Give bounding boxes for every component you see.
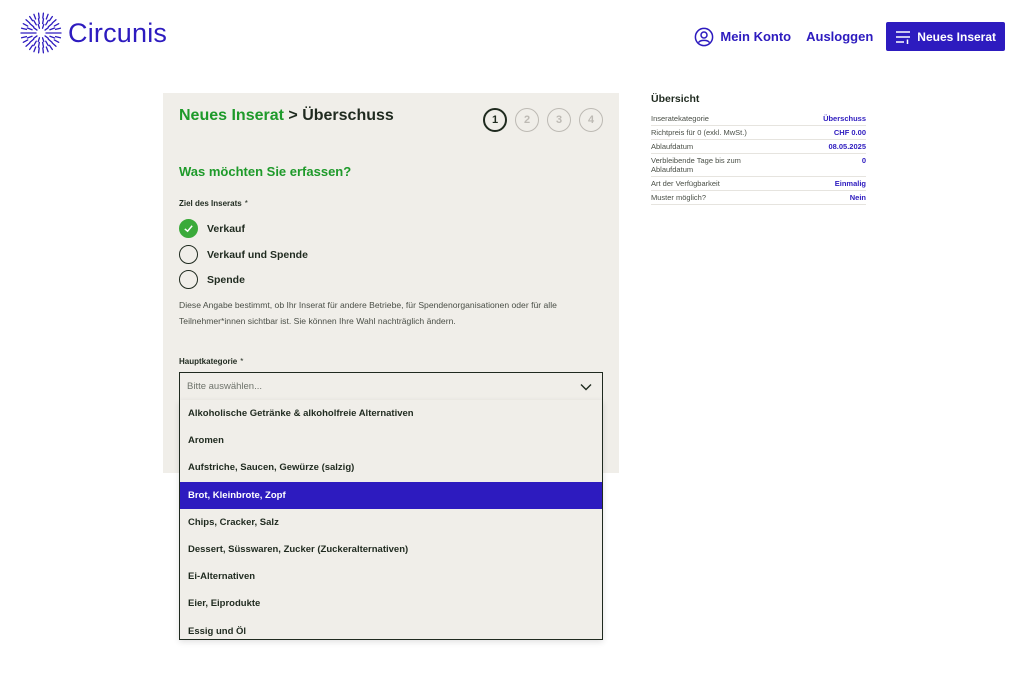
user-circle-icon — [694, 27, 714, 47]
required-mark: * — [240, 357, 244, 366]
overview-row — [651, 191, 866, 205]
goal-help-text: Diese Angabe bestimmt, ob Ihr Inserat für andere Betriebe, für Spendenorganisationen oder für alle Teilnehmer*innen sichtbar ist. Sie können Ihre Wahl nachträglich ändern. — [179, 300, 557, 326]
dropdown-option[interactable]: Aufstriche, Saucen, Gewürze (salzig) — [188, 462, 355, 474]
goal-field-label — [179, 199, 248, 208]
step-1: 1 — [483, 108, 507, 132]
overview-value: CHF 0.00 — [833, 128, 866, 137]
page-title — [179, 107, 394, 125]
category-label-text: Hauptkategorie — [179, 357, 238, 366]
menu-add-icon — [895, 30, 911, 44]
top-header — [0, 0, 1024, 72]
dropdown-option[interactable]: Essig und Öl — [188, 625, 247, 637]
radio-unchecked-icon — [179, 245, 198, 264]
radio-label: Verkauf und Spende — [207, 248, 308, 261]
required-mark: * — [244, 199, 248, 208]
radio-verkauf[interactable] — [179, 219, 245, 238]
main-category-select[interactable] — [179, 372, 603, 401]
new-listing-button[interactable] — [886, 22, 1005, 51]
dropdown-option[interactable]: Chips, Cracker, Salz — [188, 516, 279, 528]
overview-row — [651, 140, 866, 154]
radio-spende[interactable] — [179, 270, 245, 289]
overview-key: Richtpreis für 0 (exkl. MwSt.) — [651, 128, 747, 137]
overview-key: Muster möglich? — [651, 193, 707, 202]
overview-key: Verbleibende Tage bis zum Ablaufdatum — [651, 156, 741, 174]
overview-value: Überschuss — [823, 114, 866, 123]
brand-name: Circunis — [68, 17, 168, 48]
title-separator: > — [288, 107, 298, 124]
overview-title: Übersicht — [651, 93, 700, 105]
title-subcategory: Überschuss — [302, 107, 394, 124]
dropdown-option[interactable]: Aromen — [188, 435, 224, 447]
logout-link[interactable]: Ausloggen — [806, 29, 874, 44]
goal-label-text: Ziel des Inserats — [179, 199, 242, 208]
overview-row — [651, 154, 866, 177]
step-4: 4 — [579, 108, 603, 132]
radio-verkauf-und-spende[interactable] — [179, 245, 308, 264]
category-dropdown-list[interactable] — [179, 400, 603, 640]
radio-label: Verkauf — [207, 222, 245, 235]
new-listing-label: Neues Inserat — [917, 29, 996, 44]
step-indicator — [483, 108, 611, 132]
category-field-label — [179, 357, 243, 366]
overview-key: Ablaufdatum — [651, 142, 694, 151]
section-title: Was möchten Sie erfassen? — [179, 164, 352, 179]
title-category: Neues Inserat — [179, 107, 284, 124]
overview-row — [651, 126, 866, 140]
radio-unchecked-icon — [179, 270, 198, 289]
my-account-link[interactable] — [694, 27, 791, 47]
radio-checked-icon — [179, 219, 198, 238]
dropdown-option[interactable]: Eier, Eiprodukte — [188, 598, 261, 610]
step-2: 2 — [515, 108, 539, 132]
checkmark-icon — [183, 223, 194, 234]
chevron-down-icon — [580, 383, 592, 391]
dropdown-option[interactable]: Dessert, Süsswaren, Zucker (Zuckeralternativen) — [188, 544, 409, 556]
overview-key: Art der Verfügbarkeit — [651, 179, 720, 188]
overview-value: 08.05.2025 — [828, 142, 866, 151]
circunis-logo[interactable] — [20, 12, 167, 54]
dropdown-option[interactable]: Ei-Alternativen — [188, 571, 256, 583]
step-3: 3 — [547, 108, 571, 132]
dropdown-option[interactable]: Alkoholische Getränke & alkoholfreie Alternativen — [188, 408, 414, 420]
overview-row — [651, 112, 866, 126]
select-placeholder: Bitte auswählen... — [187, 381, 262, 392]
radio-label: Spende — [207, 273, 245, 286]
logo-sunburst-icon — [20, 12, 62, 54]
overview-key: Inseratekategorie — [651, 114, 709, 123]
my-account-label: Mein Konto — [720, 29, 792, 44]
header-nav — [694, 22, 1005, 51]
overview-value: 0 — [861, 156, 866, 165]
overview-row — [651, 177, 866, 191]
overview-value: Nein — [849, 193, 866, 202]
overview-panel — [651, 93, 866, 205]
dropdown-option-highlighted[interactable]: Brot, Kleinbrote, Zopf — [180, 482, 602, 509]
overview-value: Einmalig — [834, 179, 866, 188]
